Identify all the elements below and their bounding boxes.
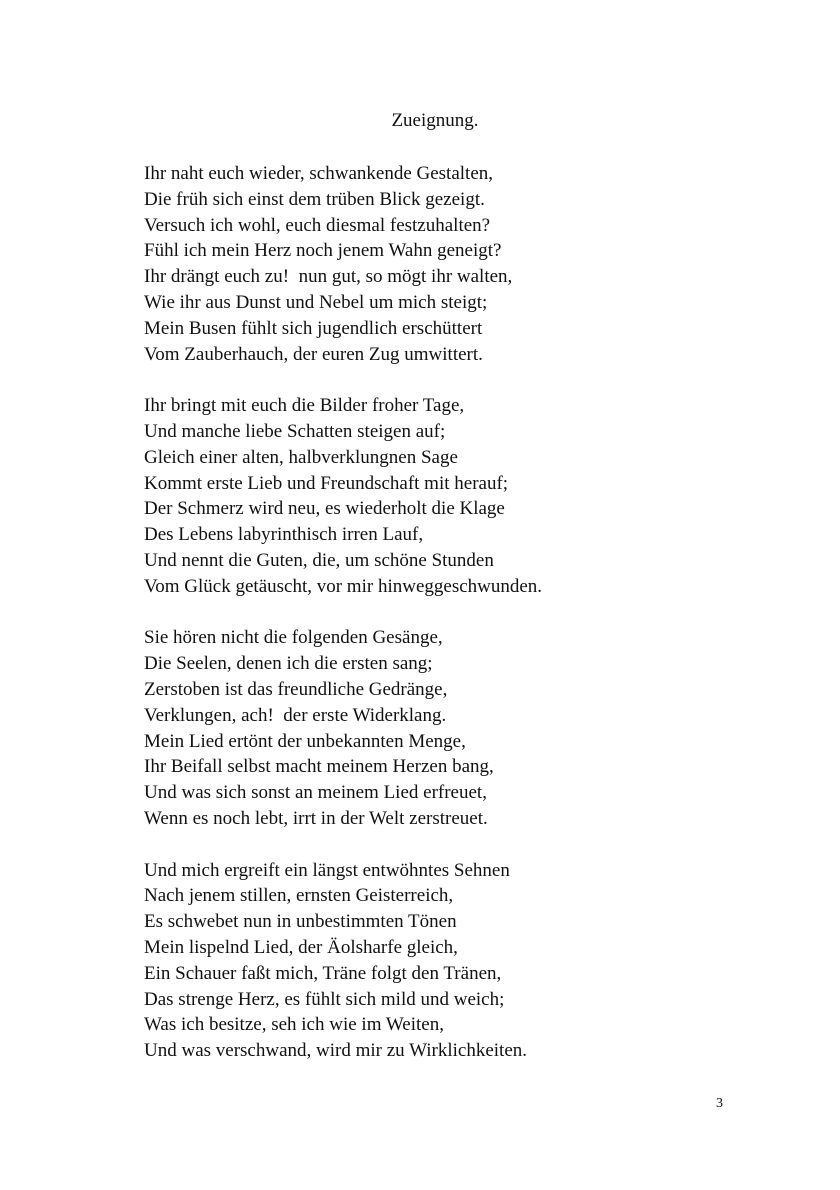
poem-line: Ihr drängt euch zu! nun gut, so mögt ihr walten, — [144, 266, 513, 288]
poem-line: Wenn es noch lebt, irrt in der Welt zerstreuet. — [144, 807, 488, 829]
poem-line: Was ich besitze, seh ich wie im Weiten, — [144, 1014, 444, 1036]
poem-body — [144, 161, 784, 1090]
poem-line: Des Lebens labyrinthisch irren Lauf, — [144, 524, 424, 546]
poem-line: Die Seelen, denen ich die ersten sang; — [144, 653, 433, 675]
poem-line: Kommt erste Lieb und Freundschaft mit herauf; — [144, 472, 509, 494]
poem-line: Mein Lied ertönt der unbekannten Menge, — [144, 730, 466, 752]
poem-line: Mein Busen fühlt sich jugendlich erschüttert — [144, 317, 483, 339]
poem-line: Das strenge Herz, es fühlt sich mild und weich; — [144, 988, 505, 1010]
poem-title: Zueignung. — [391, 110, 479, 131]
poem-line: Die früh sich einst dem trüben Blick gezeigt. — [144, 188, 485, 210]
stanza — [144, 858, 784, 1064]
poem-line: Sie hören nicht die folgenden Gesänge, — [144, 627, 443, 649]
stanza — [144, 161, 784, 367]
poem-line: Mein lispelnd Lied, der Äolsharfe gleich, — [144, 936, 458, 958]
poem-line: Nach jenem stillen, ernsten Geisterreich, — [144, 885, 454, 907]
poem-line: Verklungen, ach! der erste Widerklang. — [144, 704, 447, 726]
poem-line: Ein Schauer faßt mich, Träne folgt den Tränen, — [144, 962, 502, 984]
poem-line: Ihr Beifall selbst macht meinem Herzen bang, — [144, 756, 494, 778]
poem-line: Der Schmerz wird neu, es wiederholt die Klage — [144, 498, 505, 520]
poem-line: Versuch ich wohl, euch diesmal festzuhalten? — [144, 214, 491, 236]
poem-line: Fühl ich mein Herz noch jenem Wahn geneigt? — [144, 240, 502, 262]
poem-line: Vom Zauberhauch, der euren Zug umwittert. — [144, 343, 483, 365]
poem-line: Vom Glück getäuscht, vor mir hinweggeschwunden. — [144, 575, 543, 597]
poem-line: Ihr bringt mit euch die Bilder froher Tage, — [144, 395, 465, 417]
stanza — [144, 393, 784, 599]
page-number: 3 — [716, 1096, 723, 1111]
stanza — [144, 625, 784, 831]
poem-line: Und mich ergreift ein längst entwöhntes Sehnen — [144, 859, 510, 881]
poem-line: Zerstoben ist das freundliche Gedränge, — [144, 678, 448, 700]
poem-line: Gleich einer alten, halbverklungnen Sage — [144, 446, 458, 468]
poem-line: Und nennt die Guten, die, um schöne Stunden — [144, 549, 494, 571]
poem-line: Ihr naht euch wieder, schwankende Gestalten, — [144, 163, 494, 184]
poem-line: Es schwebet nun in unbestimmten Tönen — [144, 911, 457, 933]
poem-line: Und was sich sonst an meinem Lied erfreuet, — [144, 782, 487, 804]
poem-line: Und manche liebe Schatten steigen auf; — [144, 420, 446, 442]
poem-line: Wie ihr aus Dunst und Nebel um mich steigt; — [144, 291, 488, 313]
poem-line: Und was verschwand, wird mir zu Wirklichkeiten. — [144, 1040, 528, 1062]
